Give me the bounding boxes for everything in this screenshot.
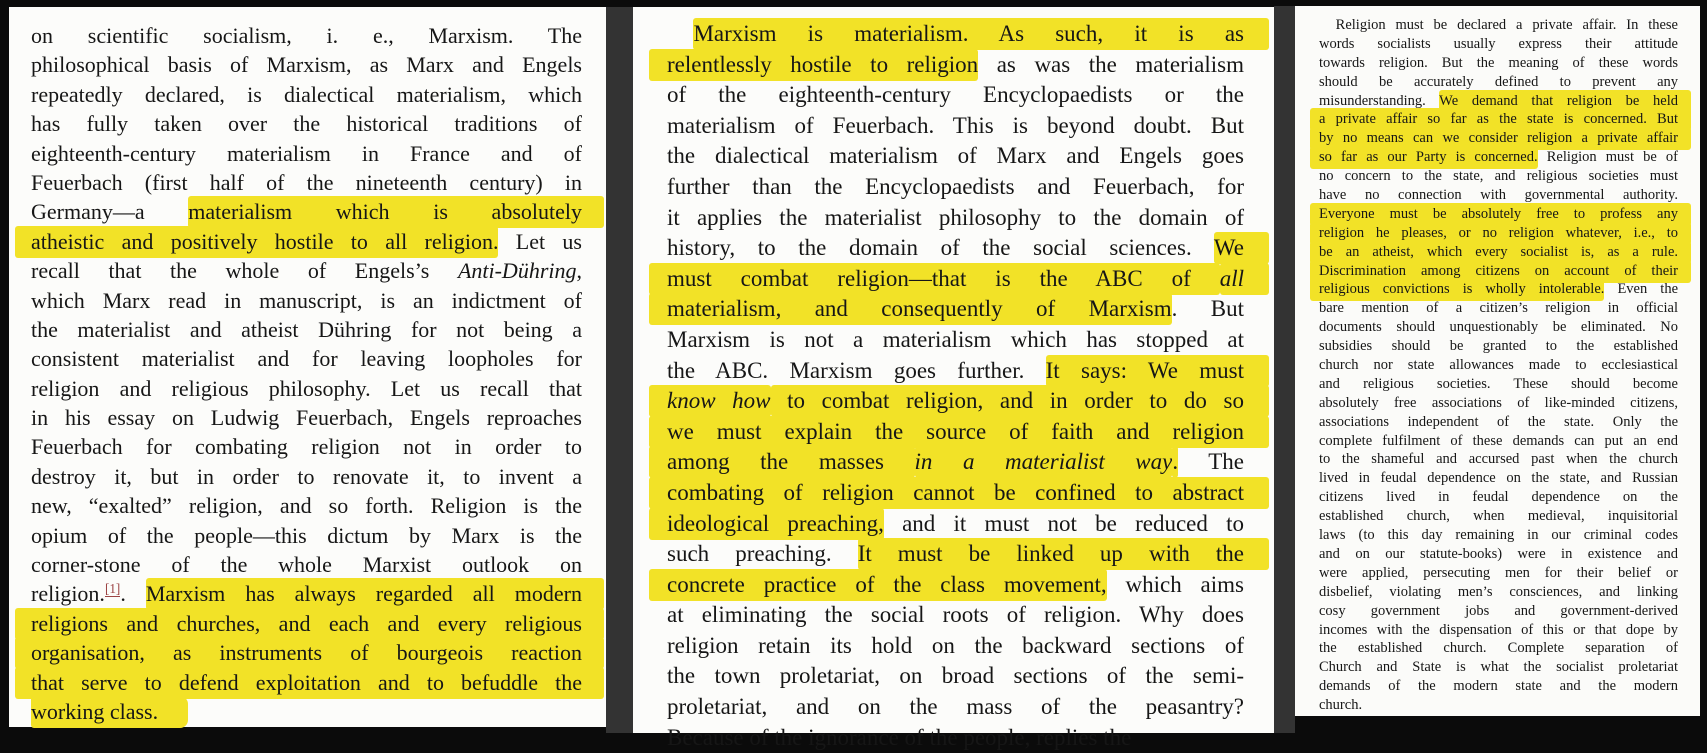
highlighted-text: It must be linked up with the <box>858 538 1269 570</box>
text-line <box>1319 545 1678 564</box>
text-segment: laws (to this day remaining in our criminal codes <box>1319 527 1678 544</box>
text-segment: church. <box>1319 697 1363 714</box>
text-line <box>1319 526 1678 545</box>
text-segment: , <box>576 258 582 284</box>
text-line <box>1319 583 1678 602</box>
text-segment: consistent materialist and for leaving loopholes for <box>31 346 582 372</box>
text-line <box>31 432 582 461</box>
text-segment: recall that the whole of Engels’s <box>31 258 458 284</box>
text-segment: the town proletariat, on broad sections of the semi- <box>667 663 1244 689</box>
text-line <box>1319 167 1678 186</box>
text-line <box>1319 432 1678 451</box>
highlighted-text: atheistic and positively hostile to all religion. <box>15 226 498 258</box>
text-line <box>1319 35 1678 54</box>
text-line <box>667 233 1244 264</box>
text-line <box>31 374 582 403</box>
text-segment: . <box>120 581 146 607</box>
highlighted-text: religious convictions is wholly intolerable. <box>1310 278 1604 301</box>
text-segment: religion retain its hold on the backward sections of <box>667 632 1244 658</box>
text-segment: misunderstanding. <box>1319 92 1440 109</box>
text-segment: has fully taken over the historical traditions of <box>31 111 582 137</box>
highlighted-text: know how <box>649 385 771 417</box>
text-segment: destroy it, but in order to renovate it, to invent a <box>31 463 582 489</box>
text-line <box>1319 639 1678 658</box>
text-line <box>31 521 582 550</box>
footnote-ref-link[interactable]: [1] <box>104 581 121 597</box>
highlighted-text: materialism which is absolutely <box>188 196 604 228</box>
text-line <box>1319 205 1678 224</box>
text-segment: words socialists usually express their attitude <box>1319 35 1678 52</box>
text-segment: repeatedly declared, is dialectical materialism, which <box>31 81 582 107</box>
text-segment: . But <box>1171 296 1244 322</box>
text-segment: established church, when medieval, inquisitorial <box>1319 508 1678 525</box>
text-line <box>1319 73 1678 92</box>
text-line <box>31 403 582 432</box>
highlighted-text: working class. <box>31 696 188 728</box>
highlighted-text: Marxism has always regarded all modern <box>146 578 605 610</box>
highlighted-text: . <box>1172 446 1178 478</box>
highlighted-text: We demand that religion be held <box>1439 90 1690 113</box>
text-line <box>1319 243 1678 262</box>
text-segment: and religious societies. These should become <box>1319 375 1678 392</box>
text-line <box>667 19 1244 50</box>
text-line <box>31 462 582 491</box>
text-segment: the established church. Complete separation of <box>1319 640 1678 657</box>
text-line <box>667 509 1244 540</box>
text-line <box>31 491 582 520</box>
text-segment: in his essay on Ludwig Feuerbach, Engels reproaches <box>31 405 582 431</box>
highlighted-text: It says: We must <box>1046 355 1270 387</box>
text-line <box>1319 564 1678 583</box>
text-segment: Feuerbach (first half of the nineteenth century) in <box>31 169 582 195</box>
text-segment: The <box>1178 449 1244 475</box>
text-segment: disbelief, violating men’s consciences, and linking <box>1319 583 1678 600</box>
highlighted-text: among the masses <box>649 446 915 478</box>
text-line <box>31 609 582 638</box>
text-line <box>31 697 582 726</box>
highlighted-text: combating of religion cannot be confined to abstract <box>649 477 1269 509</box>
text-segment: lived in feudal dependence on the state, and Russian <box>1319 470 1678 487</box>
text-line <box>1319 337 1678 356</box>
text-line <box>31 139 582 168</box>
highlighted-text: religions and churches, and each and every religious <box>15 608 604 640</box>
text-line <box>667 723 1244 753</box>
text-segment: Let us <box>498 228 582 254</box>
text-line <box>667 447 1244 478</box>
text-segment: associations independent of the state. Only the <box>1319 413 1678 430</box>
text-line <box>1319 224 1678 243</box>
highlighted-text: religion he pleases, or no religion whatever, i.e., to <box>1310 222 1691 245</box>
text-segment: and it must not be reduced to <box>883 510 1244 536</box>
text-line <box>667 539 1244 570</box>
text-line <box>31 668 582 697</box>
text-line <box>31 638 582 667</box>
highlighted-text: Everyone must be absolutely free to profess any <box>1310 203 1691 226</box>
text-line <box>667 203 1244 234</box>
text-line <box>31 168 582 197</box>
text-line <box>31 344 582 373</box>
text-segment: Even the <box>1604 281 1679 298</box>
text-segment: Religion must be declared a private affair. In these <box>1335 17 1678 33</box>
text-line <box>1319 299 1678 318</box>
highlighted-text: relentlessly hostile to religion <box>649 49 978 81</box>
text-line <box>1319 621 1678 640</box>
text-line <box>1319 658 1678 677</box>
text-line <box>1319 148 1678 167</box>
text-line <box>31 197 582 226</box>
text-line <box>31 256 582 285</box>
highlighted-text: concrete practice of the class movement, <box>649 569 1107 601</box>
text-segment: such preaching. <box>667 541 858 567</box>
text-line <box>667 264 1244 295</box>
text-segment: Marxism is not a materialism which has stopped at <box>667 326 1244 352</box>
text-segment: should be accurately defined to prevent any <box>1319 73 1678 90</box>
text-line <box>1319 280 1678 299</box>
text-segment: it applies the materialist philosophy to the domain of <box>667 204 1244 230</box>
page-panel-left <box>9 7 606 727</box>
text-segment: the materialist and atheist Dühring for not being a <box>31 316 582 342</box>
text-line <box>1319 16 1678 35</box>
text-line <box>1319 602 1678 621</box>
text-line <box>31 227 582 256</box>
text-segment: as was the materialism <box>978 51 1244 77</box>
text-segment: no concern to the state, and religious societies must <box>1319 168 1678 185</box>
text-segment: Feuerbach for combating religion not in order to <box>31 434 582 460</box>
text-segment: the dialectical materialism of Marx and Engels goes <box>667 143 1244 169</box>
text-line <box>667 386 1244 417</box>
text-line <box>667 570 1244 601</box>
highlighted-text: so far as our Party is concerned. <box>1310 146 1538 169</box>
panel-divider <box>1274 6 1295 733</box>
page-panel-right <box>1295 6 1700 716</box>
highlighted-text: we must explain the source of faith and religion <box>649 416 1269 448</box>
highlighted-text: ideological preaching, <box>649 508 884 540</box>
text-line <box>667 50 1244 81</box>
text-segment: Religion must be of <box>1537 149 1678 166</box>
text-segment: philosophical basis of Marxism, as Marx and Engels <box>31 52 582 78</box>
text-line <box>1319 488 1678 507</box>
text-line <box>31 21 582 50</box>
text-segment: Germany—a <box>31 199 189 225</box>
text-segment: complete fulfilment of these demands can put an end <box>1319 432 1678 449</box>
text-segment: materialism of Feuerbach. This is beyond doubt. But <box>667 112 1244 138</box>
text-line <box>667 478 1244 509</box>
text-segment: Because of the ignorance of the people, replies the <box>667 724 1132 750</box>
text-segment: Church and State is what the socialist proletariat <box>1319 659 1678 676</box>
highlighted-text: all <box>1220 263 1269 295</box>
text-segment: to the shameful and accursed past when the church <box>1319 451 1678 468</box>
text-segment: documents should unquestionably be eliminated. No <box>1319 319 1678 336</box>
highlighted-text: organisation, as instruments of bourgeois reaction <box>15 637 604 669</box>
text-segment: of the eighteenth-century Encyclopaedists or the <box>667 82 1244 108</box>
text-line <box>31 80 582 109</box>
highlighted-text: materialism, and consequently of Marxism <box>649 293 1172 325</box>
highlighted-text: by no means can we consider religion a private affair <box>1310 127 1691 150</box>
text-line <box>667 356 1244 387</box>
text-line <box>1319 450 1678 469</box>
text-line <box>1319 677 1678 696</box>
text-line <box>667 325 1244 356</box>
text-line <box>667 600 1244 631</box>
highlighted-text: to combat religion, and in order to do so <box>771 385 1270 417</box>
highlighted-text: We <box>1214 232 1269 264</box>
text-line <box>31 109 582 138</box>
text-segment: history, to the domain of the social sciences. <box>667 235 1214 261</box>
page-panel-center <box>633 7 1274 750</box>
text-segment: towards religion. But the meaning of these words <box>1319 54 1678 71</box>
text-segment: the ABC. Marxism goes further. <box>667 357 1046 383</box>
text-segment: and on our statute-books) were in existence and <box>1319 545 1678 562</box>
text-line <box>667 692 1244 723</box>
text-segment: cosy government jobs and government-derived <box>1319 602 1678 619</box>
text-segment: on scientific socialism, i. e., Marxism. The <box>31 23 582 48</box>
text-line <box>31 315 582 344</box>
highlighted-text: Marxism is materialism. As such, it is as <box>693 18 1269 50</box>
text-segment: religion and religious philosophy. Let us recall that <box>31 375 582 401</box>
text-line <box>667 80 1244 111</box>
text-line <box>667 111 1244 142</box>
text-line <box>1319 469 1678 488</box>
text-line <box>1319 696 1678 715</box>
panel-divider <box>606 7 633 733</box>
text-segment: demands of the modern state and the modern <box>1319 678 1678 695</box>
text-line <box>1319 54 1678 73</box>
text-segment: further than the Encyclopaedists and Feuerbach, for <box>667 173 1244 199</box>
text-line <box>667 661 1244 692</box>
text-line <box>31 579 582 608</box>
text-segment: incomes with the dispensation of this or that dope by <box>1319 621 1678 638</box>
text-segment: which aims <box>1106 571 1244 597</box>
text-line <box>31 50 582 79</box>
text-segment: opium of the people—this dictum by Marx is the <box>31 522 582 548</box>
text-segment: which Marx read in manuscript, is an indictment of <box>31 287 582 313</box>
text-segment: absolutely free associations of like-minded citizens, <box>1319 394 1678 411</box>
text-segment: eighteenth-century materialism in France and of <box>31 140 582 166</box>
highlighted-text: must combat religion—that is the ABC of <box>649 263 1220 295</box>
text-segment: religion. <box>31 581 105 607</box>
text-segment: bare mention of a citizen’s religion in official <box>1319 300 1678 317</box>
text-line <box>1319 413 1678 432</box>
text-line <box>1319 375 1678 394</box>
text-line <box>31 550 582 579</box>
text-segment: church nor state allowances made to ecclesiastical <box>1319 357 1678 374</box>
text-segment: corner-stone of the whole Marxist outlook on <box>31 552 582 578</box>
text-line <box>1319 394 1678 413</box>
text-line <box>667 631 1244 662</box>
text-line <box>1319 318 1678 337</box>
highlighted-text: in a materialist way <box>915 446 1173 478</box>
text-line <box>667 417 1244 448</box>
text-line <box>31 286 582 315</box>
text-segment: at eliminating the social roots of religion. Why does <box>667 602 1244 628</box>
text-line <box>667 294 1244 325</box>
highlighted-text: that serve to defend exploitation and to befuddle the <box>15 667 604 699</box>
highlighted-text: Discrimination among citizens on account of their <box>1310 260 1691 283</box>
text-line <box>1319 507 1678 526</box>
text-segment: have no connection with governmental authority. <box>1319 187 1678 204</box>
text-line <box>1319 356 1678 375</box>
highlighted-text: a private affair so far as the state is concerned. But <box>1310 108 1691 131</box>
text-line <box>667 172 1244 203</box>
text-segment: new, “exalted” religion, and so forth. Religion is the <box>31 493 582 519</box>
text-line <box>667 141 1244 172</box>
text-segment: proletariat, and on the mass of the peasantry? <box>667 694 1244 720</box>
text-segment: subsidies should be granted to the established <box>1319 338 1678 355</box>
text-segment: citizens lived in feudal dependence on the <box>1319 489 1678 506</box>
text-segment: were applied, persecuting men for their belief or <box>1319 564 1678 581</box>
highlighted-text: be an atheist, which every socialist is, as a rule. <box>1310 241 1691 264</box>
text-segment: Anti-Dühring <box>457 258 577 284</box>
